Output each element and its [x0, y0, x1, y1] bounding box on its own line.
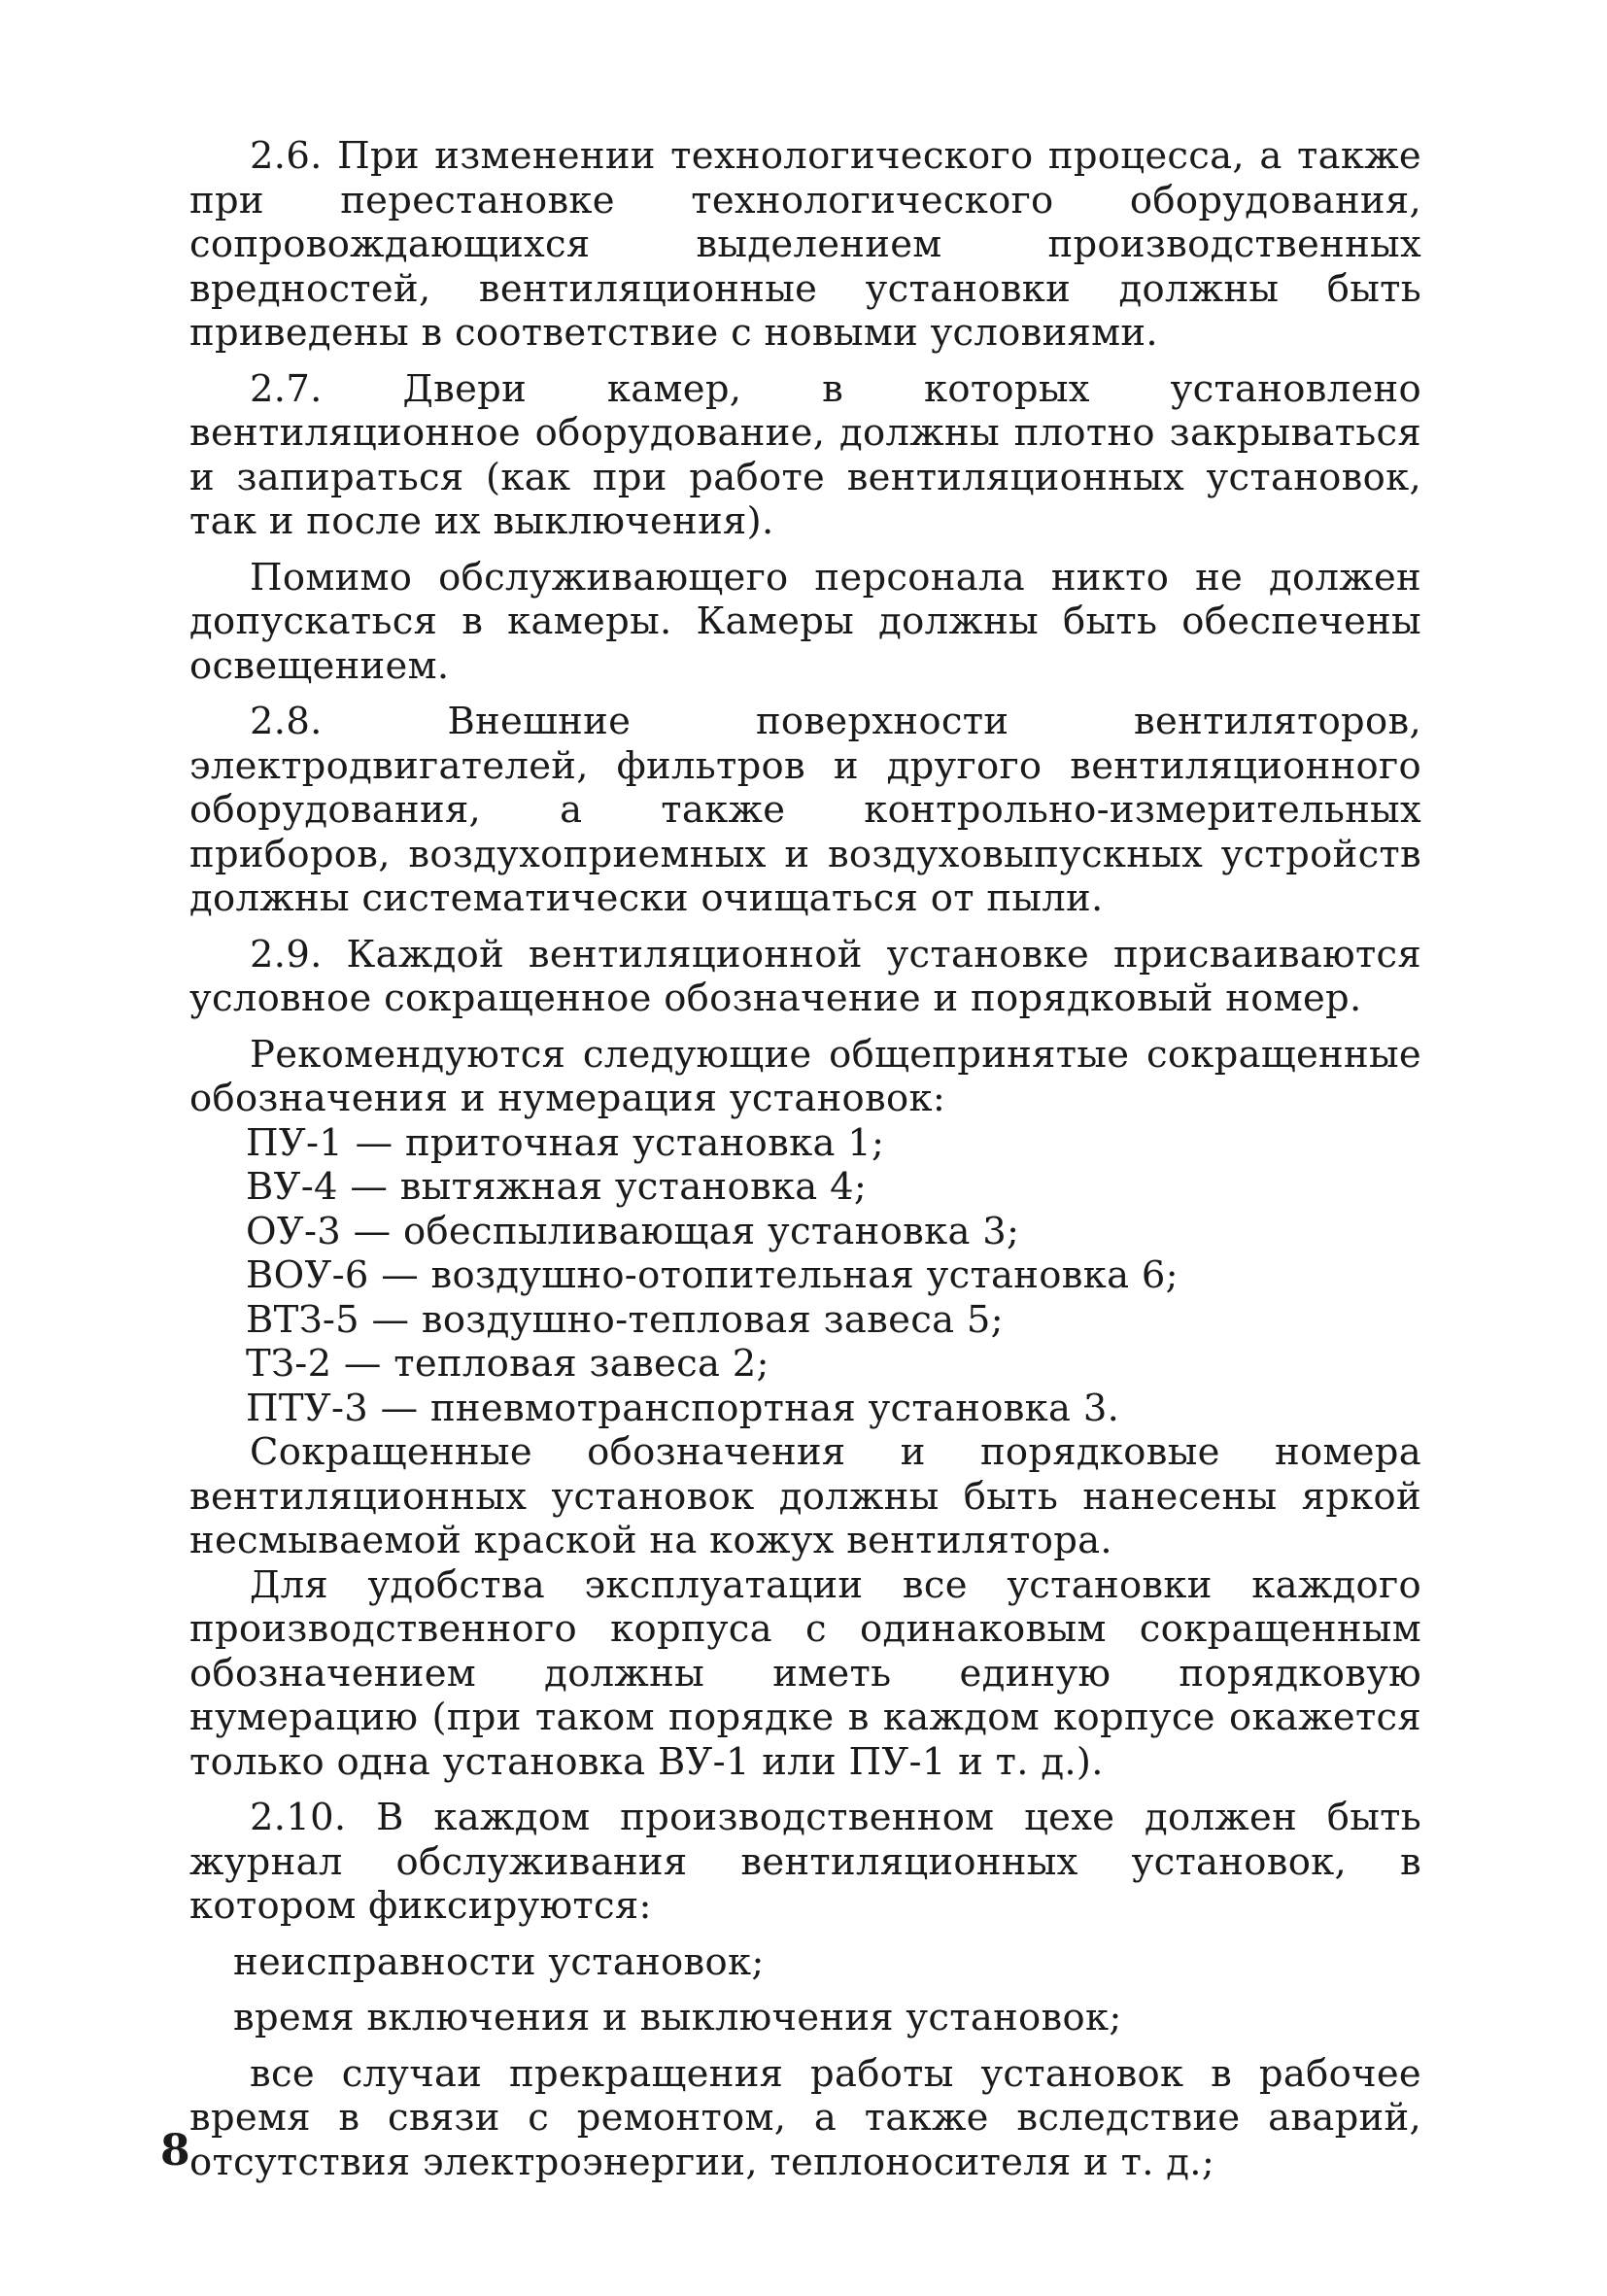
paragraph-numbering: Для удобства эксплуатации все установки каждого производственного корпуса с одинаковым сокращенным обозначением должны иметь единую порядковую нумерацию (при таком порядке в каждом корпусе окажется только одна установка ВУ-1 или ПУ-1 и т. д.).	[189, 1562, 1421, 1784]
paragraph-2-10: 2.10. В каждом производственном цехе должен быть журнал обслуживания вентиляционных установок, в котором фиксируются:	[189, 1796, 1421, 1928]
paragraph-2-6: 2.6. При изменении технологического процесса, а также при перестановке технологического оборудования, сопровождающихся выделением производственных вредностей, вентиляционные установки должны быть приведены в соответствие с новыми условиями.	[189, 134, 1421, 355]
page-number: 8	[160, 2126, 190, 2176]
list-item: ПТУ-3 — пневмотранспортная установка 3.	[246, 1386, 1120, 1430]
page-body	[189, 134, 1421, 2184]
list-item: ПУ-1 — приточная установка 1;	[246, 1120, 885, 1165]
log-entry: неисправности установок;	[233, 1939, 765, 1984]
paragraph-marking: Сокращенные обозначения и порядковые номера вентиляционных установок должны быть нанесены яркой несмываемой краской на кожух вентилятора.	[189, 1430, 1421, 1562]
paragraph-recommendation: Рекомендуются следующие общепринятые сокращенные обозначения и нумерация установок:	[189, 1032, 1421, 1120]
designation-list	[189, 1121, 1421, 1431]
paragraph-2-7: 2.7. Двери камер, в которых установлено вентиляционное оборудование, должны плотно закрываться и запираться (как при работе вентиляционных установок, так и после их выключения).	[189, 366, 1421, 543]
log-entry: время включения и выключения установок;	[233, 1996, 1122, 2039]
list-item: ОУ-3 — обеспыливающая установка 3;	[246, 1209, 1020, 1253]
list-item: ТЗ-2 — тепловая завеса 2;	[246, 1342, 769, 1386]
paragraph-2-8: 2.8. Внешние поверхности вентиляторов, электродвигателей, фильтров и другого вентиляционного оборудования, а также контрольно-измерительных приборов, воздухоприемных и воздуховыпускных устройств должны систематически очищаться от пыли.	[189, 700, 1421, 920]
paragraph-stoppages: все случаи прекращения работы установок в рабочее время в связи с ремонтом, а также вследствие аварий, отсутствия электроэнергии, теплоносителя и т. д.;	[189, 2051, 1421, 2184]
list-item: ВУ-4 — вытяжная установка 4;	[246, 1165, 868, 1209]
paragraph-chambers-access: Помимо обслуживающего персонала никто не должен допускаться в камеры. Камеры должны быть обеспечены освещением.	[189, 555, 1421, 688]
list-item: ВОУ-6 — воздушно-отопительная установка 6;	[246, 1253, 1179, 1297]
list-item: ВТЗ-5 — воздушно-тепловая завеса 5;	[246, 1297, 1004, 1342]
paragraph-2-9: 2.9. Каждой вентиляционной установке присваиваются условное сокращенное обозначение и порядковый номер.	[189, 932, 1421, 1020]
